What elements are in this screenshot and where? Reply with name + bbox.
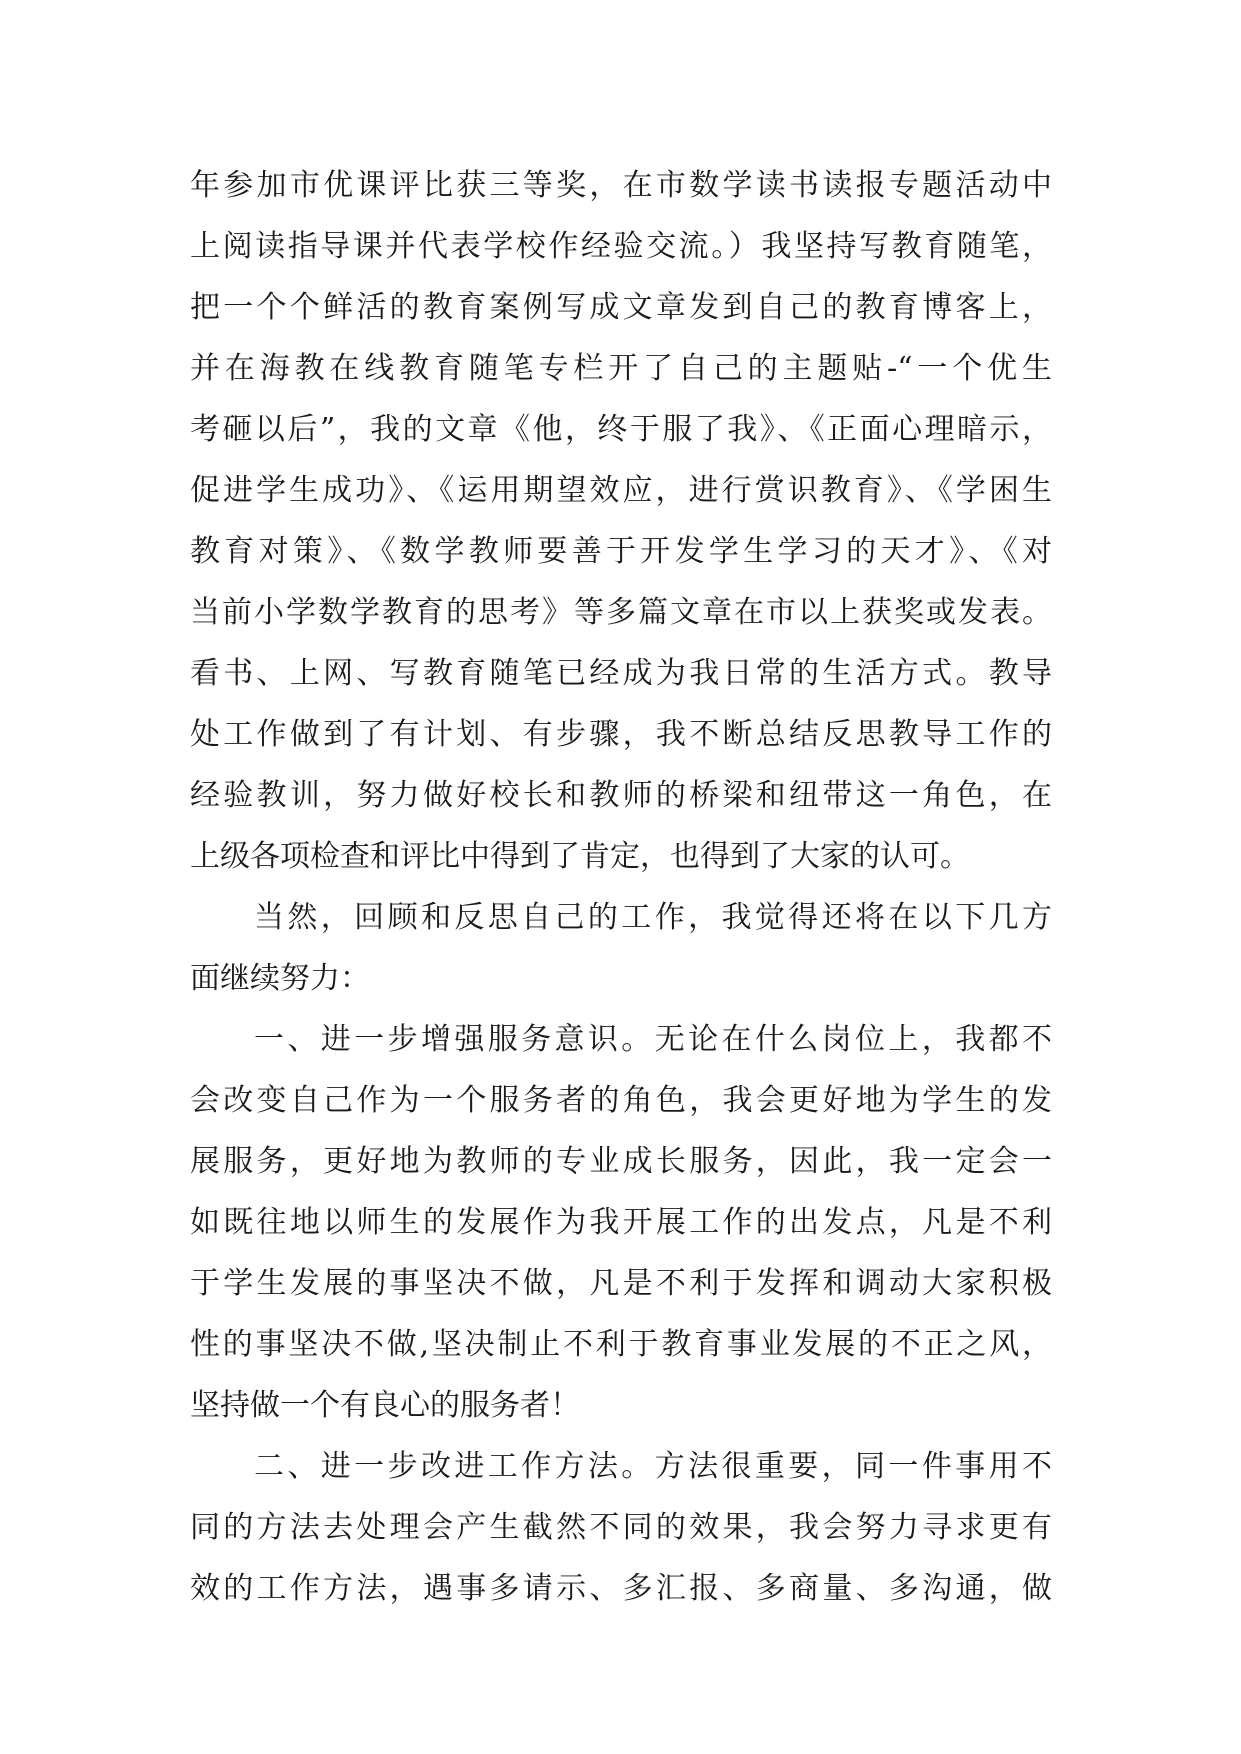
text-line: 经验教训，努力做好校长和教师的桥梁和纽带这一角色，在 (190, 778, 1052, 813)
text-line: 上级各项检查和评比中得到了肯定，也得到了大家的认可。 (190, 839, 970, 874)
text-line: 考砸以后”，我的文章《他，终于服了我》、《正面心理暗示， (190, 412, 1052, 447)
text-line: 看书、上网、写教育随笔已经成为我日常的生活方式。教导 (190, 656, 1052, 691)
text-line: 年参加市优课评比获三等奖，在市数学读书读报专题活动中 (190, 168, 1052, 203)
text-line: 性的事坚决不做,坚决制止不利于教育事业发展的不正之风， (190, 1327, 1052, 1362)
text-line: 于学生发展的事坚决不做，凡是不利于发挥和调动大家积极 (190, 1266, 1052, 1301)
text-line: 上阅读指导课并代表学校作经验交流。）我坚持写教育随笔， (190, 229, 1052, 264)
text-line: 当前小学数学教育的思考》等多篇文章在市以上获奖或发表。 (190, 595, 1052, 630)
text-line: 促进学生成功》、《运用期望效应，进行赏识教育》、《学困生 (190, 473, 1052, 508)
text-line: 把一个个鲜活的教育案例写成文章发到自己的教育博客上， (190, 290, 1052, 325)
text-line: 一、进一步增强服务意识。无论在什么岗位上，我都不 (254, 1022, 1052, 1057)
text-line: 坚持做一个有良心的服务者！ (190, 1388, 580, 1423)
text-line: 效的工作方法，遇事多请示、多汇报、多商量、多沟通，做 (190, 1571, 1052, 1606)
text-line: 并在海教在线教育随笔专栏开了自己的主题贴-“一个优生 (190, 351, 1052, 386)
text-line: 同的方法去处理会产生截然不同的效果，我会努力寻求更有 (190, 1510, 1052, 1545)
text-line: 当然，回顾和反思自己的工作，我觉得还将在以下几方 (254, 900, 1052, 935)
text-line: 处工作做到了有计划、有步骤，我不断总结反思教导工作的 (190, 717, 1052, 752)
text-line: 教育对策》、《数学教师要善于开发学生学习的天才》、《对 (190, 534, 1052, 569)
text-line: 会改变自己作为一个服务者的角色，我会更好地为学生的发 (190, 1083, 1052, 1118)
text-line: 面继续努力： (190, 961, 370, 996)
text-line: 展服务，更好地为教师的专业成长服务，因此，我一定会一 (190, 1144, 1052, 1179)
text-line: 如既往地以师生的发展作为我开展工作的出发点，凡是不利 (190, 1205, 1052, 1240)
body-text (190, 155, 1052, 1619)
text-line: 二、进一步改进工作方法。方法很重要，同一件事用不 (254, 1449, 1052, 1484)
